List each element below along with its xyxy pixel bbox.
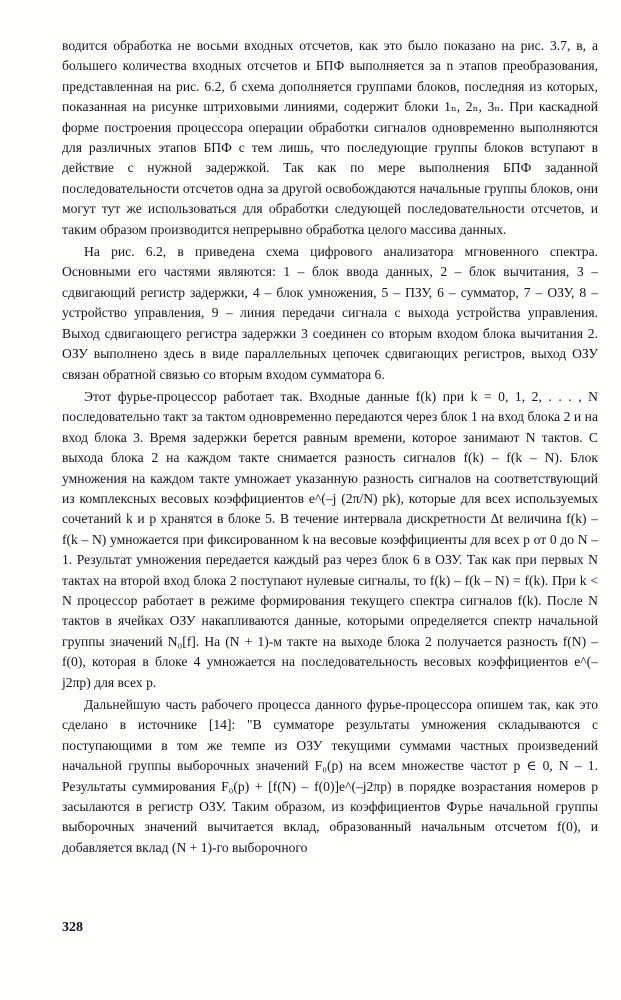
paragraph-4: Дальнейшую часть рабочего процесса данного фурье-процессора опишем так, как это сделано в источнике [14]: "В сумматоре результаты умножения складываются с поступающими в том же темпе из ОЗУ текущими суммами частных произведений начальной группы выборочных значений F₀(p) на всем множестве частот p ∈ 0, N – 1. Результаты суммирования F₀(p) + [f(N) – f(0)]e^(–j2πp) в порядке возрастания номеров p засылаются в регистр ОЗУ. Таким образом, из коэффициентов Фурье начальной группы выборочных значений вычитается вклад, образованный начальным отсчетом f(0), и добавляется вклад (N + 1)-го выборочного — [62, 697, 598, 855]
page-body — [62, 36, 598, 858]
paragraph-3: Этот фурье-процессор работает так. Входные данные f(k) при k = 0, 1, 2, . . . , N последовательно такт за тактом одновременно передаются через блок 1 на вход блока 2 и на вход блока 3. Время задержки берется равным времени, которое занимают N тактов. С выхода блока 2 на каждом такте снимается разность сигналов f(k) – f(k – N). Блок умножения на каждом такте умножает указанную разность сигналов на соответствующий из комплексных весовых коэффициентов e^(–j (2π/N) pk), которые для всех используемых сочетаний k и p хранятся в блоке 5. В течение интервала дискретности Δt величина f(k) – f(k – N) умножается при фиксированном k на весовые коэффициенты для всех p от 0 до N – 1. Результат умножения передается каждый раз через блок 6 в ОЗУ. Так как при первых N тактах на второй вход блока 2 поступают нулевые сигналы, то f(k) – f(k – N) = f(k). При k < N процессор работает в режиме формирования текущего спектра сигналов f(k). После N тактов в ячейках ОЗУ накапливаются данные, которыми определяется спектр начальной группы значений N₀[f]. На (N + 1)-м такте на выходе блока 2 получается разность f(N) – f(0), которая в блоке 4 умножается на последовательность весовых коэффициентов e^(–j2πp) для всех p. — [62, 388, 598, 690]
paragraph-2: На рис. 6.2, в приведена схема цифрового анализатора мгновенного спектра. Основными его частями являются: 1 – блок ввода данных, 2 – блок вычитания, 3 – сдвигающий регистр задержки, 4 – блок умножения, 5 – ПЗУ, 6 – сумматор, 7 – ОЗУ, 8 – устройство управления, 9 – линия передачи сигнала с выхода устройства управления. Выход сдвигающего регистра задержки 3 соединен со вторым входом блока вычитания 2. ОЗУ выполнено здесь в виде параллельных цепочек сдвигающих регистров, выход ОЗУ связан обратной связью со вторым входом сумматора 6. — [62, 244, 598, 382]
page-number: 328 — [62, 920, 83, 935]
paragraph-1: водится обработка не восьми входных отсчетов, как это было показано на рис. 3.7, в, а большего количества входных отсчетов и БПФ выполняется за n этапов преобразования, представленная на рис. 6.2, б схема дополняется группами блоков, последняя из которых, показанная на рисунке штриховыми линиями, содержит блоки 1ₙ, 2ₙ, 3ₙ. При каскадной форме построения процессора операции обработки сигналов одновременно выполняются для различных этапов БПФ с тем лишь, что последующие группы блоков вступают в действие с нужной задержкой. Так как по мере выполнения БПФ заданной последовательности отсчетов одна за другой освобождаются начальные группы блоков, они могут тут же использоваться для обработки следующей последовательности отсчетов, и таким образом производится непрерывно обработка целого массива данных. — [62, 38, 598, 237]
